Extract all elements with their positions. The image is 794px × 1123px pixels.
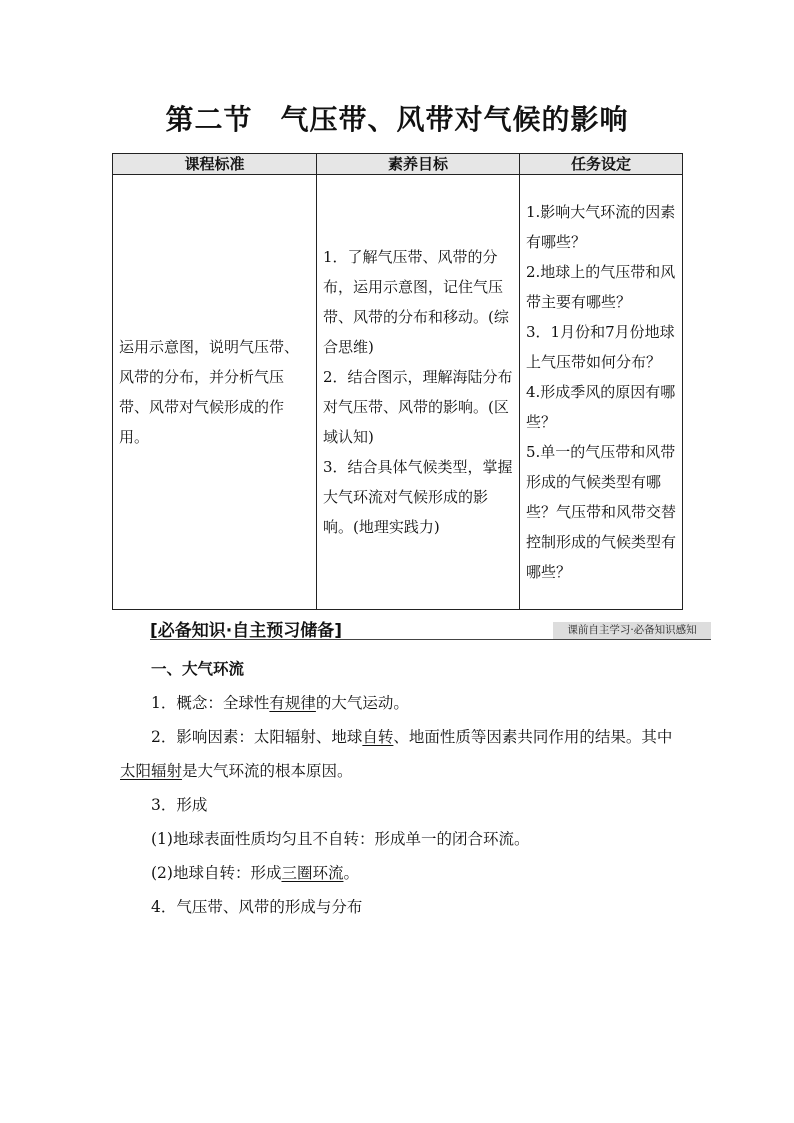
section-heading: [必备知识·自主预习储备] <box>150 621 342 641</box>
header-task-setting: 任务设定 <box>520 154 683 175</box>
curriculum-table <box>112 153 683 610</box>
task-setting-cell <box>520 175 683 610</box>
paragraph-factors: 2．影响因素：太阳辐射、地球自转、地面性质等因素共同作用的结果。其中太阳辐射是大气环流的根本原因。 <box>120 728 673 780</box>
page-title <box>0 98 794 138</box>
paragraph-pressure-belts: 4．气压带、风带的形成与分布 <box>151 898 363 916</box>
goal-item: 3．结合具体气候类型，掌握大气环流对气候形成的影响。(地理实践力) <box>323 458 513 536</box>
goal-item: 1．了解气压带、风带的分布，运用示意图，记住气压带、风带的分布和移动。(综合思维) <box>323 248 509 356</box>
goal-item: 2．结合图示，理解海陆分布对气压带、风带的影响。(区域认知) <box>323 368 513 446</box>
task-item: 5.单一的气压带和风带形成的气候类型有哪些？气压带和风带交替控制形成的气候类型有哪些？ <box>526 443 677 581</box>
section-divider <box>150 639 711 640</box>
answer-blank: 有规律 <box>269 694 316 712</box>
task-item: 3．1月份和7月份地球上气压带如何分布？ <box>526 323 675 371</box>
content-heading: 一、大气环流 <box>151 660 245 678</box>
section-title: 气压带、风带对气候的影响 <box>280 103 629 136</box>
task-item: 2.地球上的气压带和风带主要有哪些？ <box>526 263 676 311</box>
section-tag: 课前自主学习·必备知识感知 <box>553 622 711 639</box>
answer-blank: 太阳辐射 <box>120 762 183 780</box>
curriculum-standard-text: 运用示意图，说明气压带、风带的分布，并分析气压带、风带对气候形成的作用。 <box>119 338 300 446</box>
curriculum-standard-cell <box>113 175 317 610</box>
answer-blank: 自转 <box>362 728 394 746</box>
paragraph-formation: 3．形成 <box>151 796 208 814</box>
task-item: 1.影响大气环流的因素有哪些？ <box>526 203 676 251</box>
paragraph-concept: 1．概念：全球性有规律的大气运动。 <box>151 694 409 712</box>
task-item: 4.形成季风的原因有哪些？ <box>526 383 676 431</box>
table-row <box>113 175 683 610</box>
section-number: 第二节 <box>165 103 253 136</box>
literacy-goals-cell <box>317 175 520 610</box>
answer-blank: 三圈环流 <box>281 864 344 882</box>
header-curriculum-standard: 课程标准 <box>113 154 317 175</box>
header-literacy-goals: 素养目标 <box>317 154 520 175</box>
content-body <box>120 652 682 924</box>
paragraph-formation-2: (2)地球自转：形成三圈环流。 <box>151 864 359 882</box>
table-header-row <box>113 154 683 175</box>
paragraph-formation-1: (1)地球表面性质均匀且不自转：形成单一的闭合环流。 <box>151 830 530 848</box>
